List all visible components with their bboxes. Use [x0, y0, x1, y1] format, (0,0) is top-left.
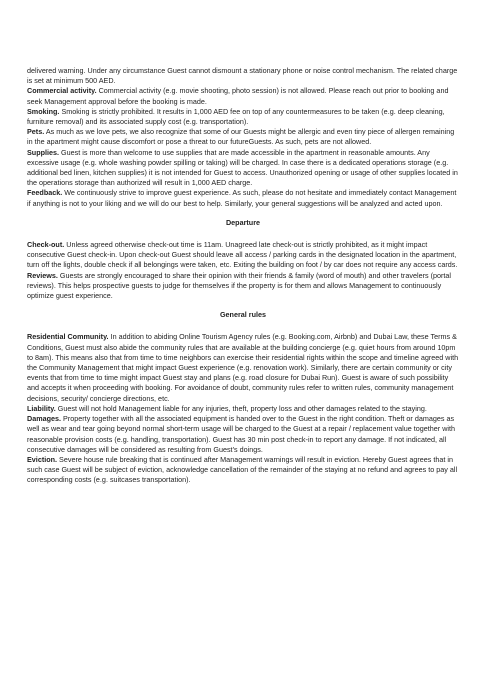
- paragraph-check-out: [27, 240, 459, 271]
- term-commercial-activity: Commercial activity.: [27, 86, 97, 96]
- term-reviews: Reviews.: [27, 270, 58, 280]
- liability-text: Guest will not hold Management liable for any injuries, theft, property loss and other damages related to the staying.: [55, 403, 427, 413]
- paragraph-reviews: [27, 271, 459, 302]
- section-heading-general-rules: General rules: [219, 310, 267, 320]
- term-supplies: Supplies.: [27, 147, 60, 157]
- supplies-text: Guest is more than welcome to use supplies that are made accessible in the apartment in reasonable amounts. Any excessive usage (e.g. whole washing powder spilling or taking) will be charged. In case there is a dedicated operations storage (e.g. additional bed linen, kitchen supplies) it is not intended for Guest to access. Unauthorized opening or usage of other supplies located in the operations storage than authorized will result in 1,000 AED charge.: [27, 147, 458, 188]
- paragraph-intro: [27, 66, 459, 86]
- term-pets: Pets.: [27, 127, 45, 137]
- term-residential-community: Residential Community.: [27, 332, 109, 342]
- feedback-text: We continuously strive to improve guest experience. As such, please do not hesitate and immediately contact Management if anything is not to your liking and we will do our best to help. Similarly, your general suggestions will be analyzed and acted upon.: [27, 188, 457, 208]
- check-out-text: Unless agreed otherwise check-out time is 11am. Unagreed late check-out is strictly prohibited, as it might impact consecutive Guest check-in. Upon check-out Guest should leave all access / parking cards in the designated location in the apartment, turn off the lights, double check if all belongings were taken, etc. Exiting the building on foot / by car does not require any access cards.: [27, 240, 458, 270]
- damages-text: Property together with all the associated equipment is handed over to the Guest in the right condition. Theft or damages as well as wear and tear going beyond normal short-term usage will be charged to the Guest at a repair / replacement value together with reasonable provision costs (e.g. handling, transportation). Guest has 30 min post check-in to report any damage. If not indicated, all consecutive damages will be considered as resulting from Guest’s doings.: [27, 414, 456, 454]
- term-damages: Damages.: [27, 414, 62, 424]
- paragraph-smoking: [27, 107, 459, 127]
- paragraph-commercial-activity: [27, 86, 459, 106]
- pets-text: As much as we love pets, we also recognize that some of our Guests might be allergic and even tiny piece of allergen remaining in the apartment might cause discomfort or pose a threat to our futureGuests. As such, pets are not allowed.: [27, 127, 455, 147]
- term-liability: Liability.: [27, 403, 56, 413]
- eviction-text: Severe house rule breaking that is continued after Management warnings will result in eviction. Hereby Guest agrees that in such case Guest will be subject of eviction, acknowledge cancellation of the remainder of the staying at no refund and agrees to pay all corresponding costs (e.g. suitcases transportation).: [27, 454, 458, 485]
- term-smoking: Smoking.: [27, 106, 60, 116]
- paragraph-liability: [27, 404, 459, 414]
- term-feedback: Feedback.: [27, 188, 63, 198]
- term-eviction: Eviction.: [27, 454, 58, 464]
- term-check-out: Check-out.: [27, 240, 65, 250]
- paragraph-residential-community: [27, 332, 459, 403]
- paragraph-damages: [27, 414, 459, 455]
- section-heading-departure: Departure: [225, 217, 261, 227]
- document-page: [27, 66, 459, 486]
- paragraph-feedback: [27, 188, 459, 208]
- paragraph-eviction: [27, 455, 459, 486]
- reviews-text: Guests are strongly encouraged to share their opinion with their friends & family (word of mouth) and other travelers (portal reviews). This helps prospective guests to judge for themselves if the property is for them and allows Management to continuously optimize guest experience.: [27, 270, 452, 301]
- paragraph-pets: [27, 127, 459, 147]
- intro-text: delivered warning. Under any circumstance Guest cannot dismount a stationary phone or noise control mechanism. The related charge is set at minimum 500 AED.: [27, 66, 458, 86]
- commercial-activity-text: Commercial activity (e.g. movie shooting, photo session) is not allowed. Please reach out prior to booking and seek Management approval before the booking is made.: [27, 86, 449, 106]
- smoking-text: Smoking is strictly prohibited. It results in 1,000 AED fee on top of any countermeasures to be taken (e.g. deep cleaning, furniture removal) and its associated supply cost (e.g. transportation).: [27, 106, 445, 127]
- residential-community-text: In addition to abiding Online Tourism Agency rules (e.g. Booking.com, Airbnb) and Dubai Law, these Terms & Conditions, Guest must also abide the community rules that are available at the building concierge (e.g. quiet hours from around 10pm to 8am). This means also that from time to time neighbors can exercise their residential rights within the scope and timeline agreed with the Community Management that might impact Guest experience (e.g. renovation work). Similarly, there are certain community or city events that from time to time might impact Guest stay and plans (e.g. road closure for Dubai Run). Guest is aware of such possibility and accepts it when proceeding with booking. For avoidance of doubt, community rules refer to written rules, community management decisions, security/ concierge directions, etc.: [27, 332, 459, 403]
- paragraph-supplies: [27, 148, 459, 189]
